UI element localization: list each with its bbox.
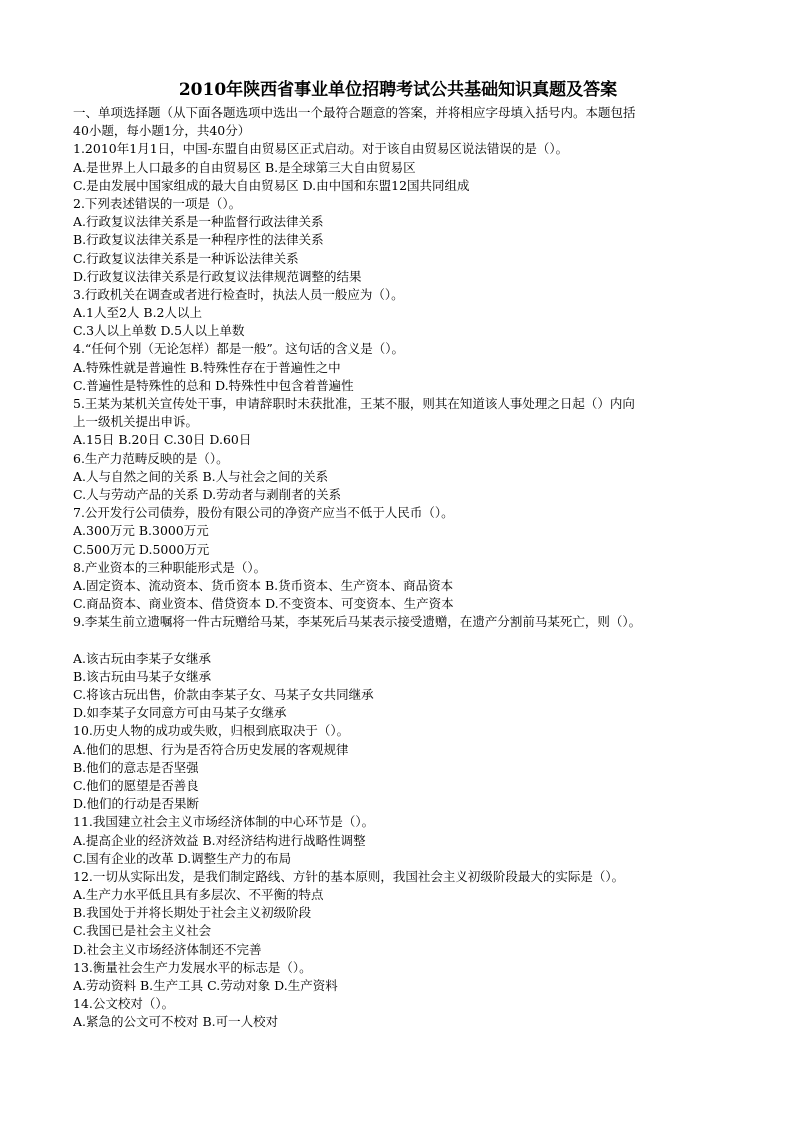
text-line: C.是由发展中国家组成的最大自由贸易区 D.由中国和东盟12国共同组成 bbox=[73, 177, 470, 193]
text-line: D.社会主义市场经济体制还不完善 bbox=[73, 941, 262, 957]
text-line: B.该古玩由马某子女继承 bbox=[73, 668, 212, 684]
text-line: C.普遍性是特殊性的总和 D.特殊性中包含着普遍性 bbox=[73, 377, 354, 393]
document-page bbox=[73, 78, 723, 1032]
text-line: A.固定资本、流动资本、货币资本 B.货币资本、生产资本、商品资本 bbox=[73, 577, 454, 593]
text-line: 4.“任何个别（无论怎样）都是一般”。这句话的含义是（）。 bbox=[73, 341, 404, 357]
text-line: 11.我国建立社会主义市场经济体制的中心环节是（）。 bbox=[73, 814, 375, 830]
text-line: C.他们的愿望是否善良 bbox=[73, 777, 199, 793]
text-line: 1.2010年1月1日，中国-东盟自由贸易区正式启动。对于该自由贸易区说法错误的是（）。 bbox=[73, 141, 569, 157]
text-line: 40小题，每小题1分，共40分） bbox=[73, 123, 251, 139]
text-line: 3.行政机关在调查或者进行检查时，执法人员一般应为（）。 bbox=[73, 286, 404, 302]
text-line: C.行政复议法律关系是一种诉讼法律关系 bbox=[73, 250, 299, 266]
document-body bbox=[73, 104, 723, 1032]
document-title: 2010年陕西省事业单位招聘考试公共基础知识真题及答案 bbox=[178, 80, 618, 100]
text-line: B.他们的意志是否坚强 bbox=[73, 759, 199, 775]
text-line: B.行政复议法律关系是一种程序性的法律关系 bbox=[73, 232, 324, 248]
text-line: C.3人以上单数 D.5人以上单数 bbox=[73, 323, 245, 339]
text-line: 10.历史人物的成功或失败，归根到底取决于（）。 bbox=[73, 723, 350, 739]
text-line: 7.公开发行公司债券，股份有限公司的净资产应当不低于人民币（）。 bbox=[73, 505, 454, 521]
text-line: C.500万元 D.5000万元 bbox=[73, 541, 210, 557]
text-line: A.300万元 B.3000万元 bbox=[73, 523, 209, 539]
text-line: C.人与劳动产品的关系 D.劳动者与剥削者的关系 bbox=[73, 486, 342, 502]
text-line: A.该古玩由李某子女继承 bbox=[73, 650, 212, 666]
text-line: 上一级机关提出申诉。 bbox=[73, 414, 199, 430]
text-line: C.国有企业的改革 D.调整生产力的布局 bbox=[73, 850, 292, 866]
text-line: A.行政复议法律关系是一种监督行政法律关系 bbox=[73, 214, 324, 230]
text-line bbox=[73, 631, 723, 649]
text-line: 一、单项选择题（从下面各题选项中选出一个最符合题意的答案，并将相应字母填入括号内。本题包括 bbox=[73, 105, 636, 120]
text-line: 13.衡量社会生产力发展水平的标志是（）。 bbox=[73, 959, 312, 975]
text-line: A.人与自然之间的关系 B.人与社会之间的关系 bbox=[73, 468, 329, 484]
text-line: A.15日 B.20日 C.30日 D.60日 bbox=[73, 432, 252, 448]
text-line: 2.下列表述错误的一项是（）。 bbox=[73, 195, 242, 211]
text-line: 5.王某为某机关宣传处干事，申请辞职时未获批准，王某不服，则其在知道该人事处理之日起（）内向 bbox=[73, 396, 635, 411]
text-line: A.提高企业的经济效益 B.对经济结构进行战略性调整 bbox=[73, 832, 366, 848]
text-line: A.是世界上人口最多的自由贸易区 B.是全球第三大自由贸易区 bbox=[73, 159, 416, 175]
text-line: A.劳动资料 B.生产工具 C.劳动对象 D.生产资料 bbox=[73, 978, 338, 993]
text-line: A.紧急的公文可不校对 B.可一人校对 bbox=[73, 1014, 279, 1030]
text-line: 6.生产力范畴反映的是（）。 bbox=[73, 450, 229, 466]
text-line: A.1人至2人 B.2人以上 bbox=[73, 305, 202, 321]
text-line: A.生产力水平低且具有多层次、不平衡的特点 bbox=[73, 887, 324, 903]
text-line: 12.一切从实际出发，是我们制定路线、方针的基本原则，我国社会主义初级阶段最大的实际是（）。 bbox=[73, 868, 625, 884]
text-line: D.他们的行动是否果断 bbox=[73, 796, 200, 812]
text-line: 9.李某生前立遗嘱将一件古玩赠给马某，李某死后马某表示接受遗赠，在遗产分割前马某死亡，则（）。 bbox=[73, 614, 642, 630]
text-line: C.商品资本、商业资本、借贷资本 D.不变资本、可变资本、生产资本 bbox=[73, 596, 454, 612]
text-line: 14.公文校对（）。 bbox=[73, 996, 175, 1012]
text-line: D.如李某子女同意方可由马某子女继承 bbox=[73, 705, 287, 721]
text-line: B.我国处于并将长期处于社会主义初级阶段 bbox=[73, 905, 312, 921]
text-line: C.将该古玩出售，价款由李某子女、马某子女共同继承 bbox=[73, 687, 374, 702]
text-line: 8.产业资本的三种职能形式是（）。 bbox=[73, 559, 267, 575]
text-line: C.我国已是社会主义社会 bbox=[73, 923, 212, 939]
text-line: D.行政复议法律关系是行政复议法律规范调整的结果 bbox=[73, 268, 362, 284]
text-line: A.他们的思想、行为是否符合历史发展的客观规律 bbox=[73, 741, 349, 757]
text-line: A.特殊性就是普遍性 B.特殊性存在于普遍性之中 bbox=[73, 359, 341, 375]
